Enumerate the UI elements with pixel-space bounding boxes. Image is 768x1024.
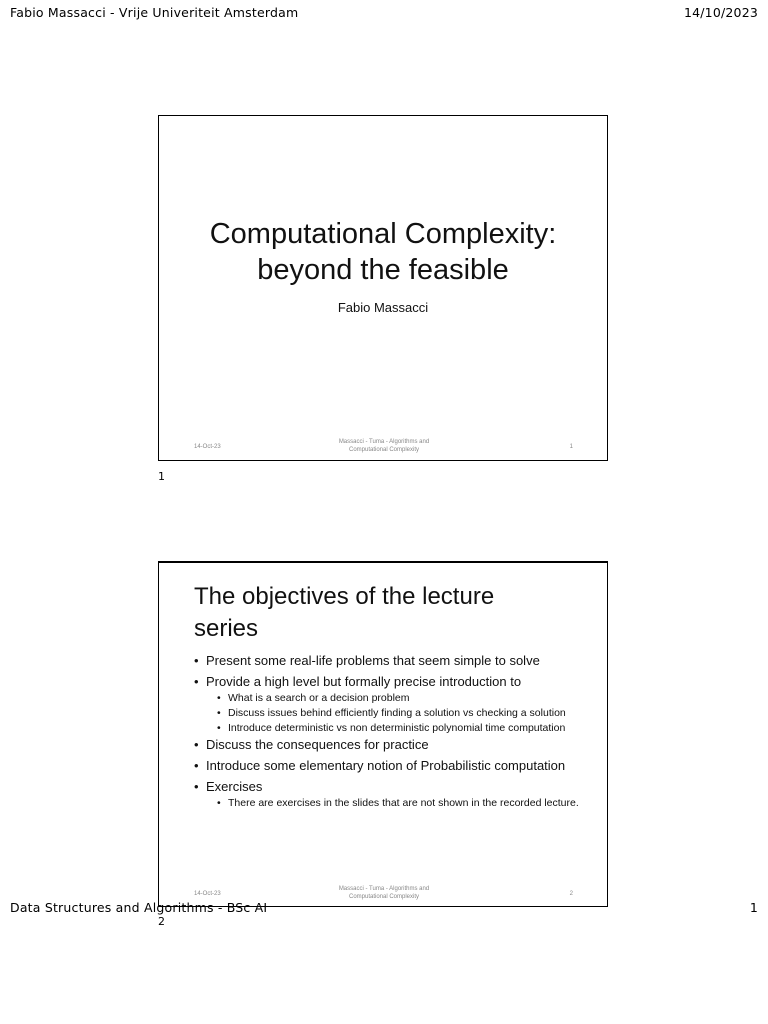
slide-footer-course-line-1: Massacci - Tuma - Algorithms and — [338, 439, 430, 445]
bullet-item: • Present some real-life problems that seem simple to solve — [194, 653, 589, 669]
page-header-date: 14/10/2023 — [683, 5, 758, 20]
sub-bullet-item: • There are exercises in the slides that are not shown in the recorded lecture. — [194, 797, 589, 809]
bullet-item: • Exercises — [194, 779, 589, 795]
sub-bullet-item: • Discuss issues behind efficiently finding a solution vs checking a solution — [194, 707, 589, 719]
slide-title — [159, 216, 607, 288]
slide-2 — [158, 561, 608, 907]
slide-footer-date: 14-Oct-23 — [194, 891, 221, 897]
slide-footer-course-line-2: Computational Complexity — [348, 894, 420, 900]
slide-footer-course — [309, 438, 459, 454]
objectives-list — [194, 653, 589, 812]
slide-number-2: 2 — [158, 915, 165, 928]
bullet-item: • Provide a high level but formally precise introduction to — [194, 674, 589, 690]
slide-footer-course — [309, 885, 459, 901]
slide-footer-page: 1 — [569, 444, 573, 450]
page-header-author: Fabio Massacci - Vrije Univeriteit Amsterdam — [10, 5, 299, 20]
sub-bullet-item: • Introduce deterministic vs non deterministic polynomial time computation — [194, 722, 589, 734]
slide-number-1: 1 — [158, 470, 165, 483]
slide-footer-course-line-1: Massacci - Tuma - Algorithms and — [338, 886, 430, 892]
slide-author: Fabio Massacci — [337, 300, 429, 315]
slide-1 — [158, 115, 608, 461]
slide-title-line-1: Computational Complexity: — [209, 218, 557, 250]
sub-bullet-item: • What is a search or a decision problem — [194, 692, 589, 704]
slide-title-line-1: The objectives of the lecture — [194, 583, 495, 610]
bullet-item: • Discuss the consequences for practice — [194, 737, 589, 753]
slide-title-line-2: series — [194, 615, 259, 642]
slide-title — [194, 581, 594, 645]
slide-footer-date: 14-Oct-23 — [194, 444, 221, 450]
slide-title-line-2: beyond the feasible — [257, 254, 509, 286]
slide-footer-course-line-2: Computational Complexity — [348, 447, 420, 453]
page-footer-course: Data Structures and Algorithms - BSc AI — [10, 900, 268, 915]
page-footer-page-number: 1 — [749, 900, 758, 915]
slide-footer-page: 2 — [569, 891, 573, 897]
bullet-item: • Introduce some elementary notion of Probabilistic computation — [194, 758, 589, 774]
